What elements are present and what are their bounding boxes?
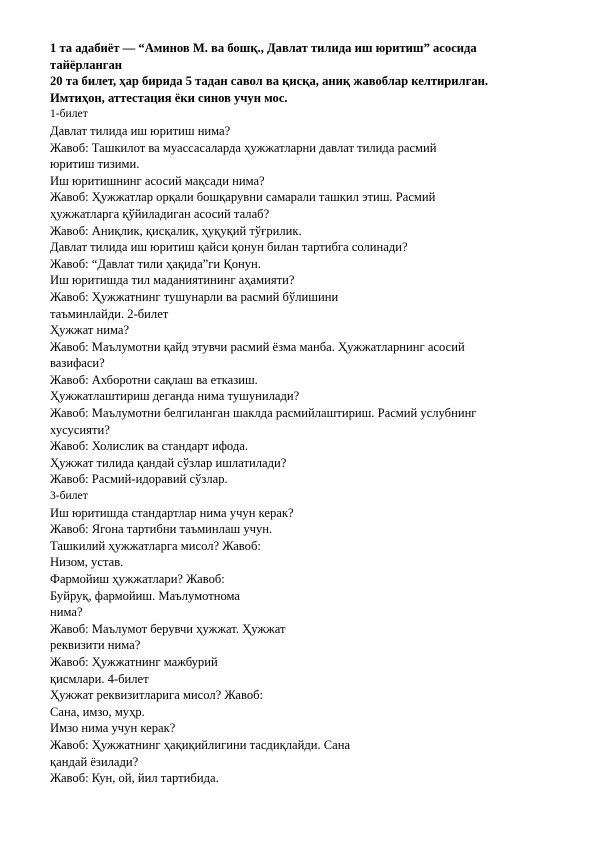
answer-line: Жавоб: Маълумот берувчи ҳужжат. Ҳужжат [50, 621, 286, 636]
answer-line: Жавоб: Маълумотни қайд этувчи расмий ёзма манба. Ҳужжатларнинг асосий [50, 339, 465, 354]
question-line: қандай ёзилади? [50, 754, 139, 769]
question-line: Имзо нима учун керак? [50, 721, 176, 736]
answer-line: Жавоб: Аниқлик, қисқалик, ҳуқуқий тўғрилик. [50, 223, 302, 238]
question-line: Ҳужжат нима? [50, 323, 130, 338]
document-body [50, 106, 570, 786]
heading-line: 20 та билет, ҳар бирида 5 тадан савол ва қисқа, аниқ жавоблар келтирилган. [50, 74, 489, 89]
document-page [50, 40, 570, 787]
question-line: Иш юритишда стандартлар нима учун керак? [50, 505, 294, 520]
heading-line: 1 та адабиёт — “Аминов М. ва бошқ., Давлат тилида иш юритиш” асосида [50, 41, 477, 55]
answer-line: Низом, устав. [50, 555, 124, 570]
answer-line: Буйруқ, фармойиш. Маълумотнома [50, 588, 240, 603]
question-line: Давлат тилида иш юритиш қайси қонун билан тартибга солинади? [50, 240, 408, 255]
document-heading [50, 40, 570, 106]
heading-line: Имтиҳон, аттестация ёки синов учун мос. [50, 90, 288, 105]
question-line: хусусияти? [50, 422, 110, 437]
answer-line: Сана, имзо, муҳр. [50, 704, 145, 719]
answer-line: Жавоб: Ахборотни сақлаш ва етказиш. [50, 372, 258, 387]
question-line: Фармойиш ҳужжатлари? Жавоб: [50, 572, 225, 586]
answer-line: Жавоб: Ташкилот ва муассасаларда ҳужжатларни давлат тилида расмий [50, 140, 437, 155]
question-line: реквизити нима? [50, 638, 141, 653]
answer-line: Жавоб: Маълумотни белгиланган шаклда расмийлаштириш. Расмий услубнинг [50, 406, 477, 421]
answer-line: Жавоб: Ягона тартибни таъминлаш учун. [50, 522, 273, 537]
answer-line: Жавоб: Ҳужжатнинг ҳақиқийлигини тасдиқлайди. Сана [50, 737, 351, 752]
answer-line: Жавоб: Холислик ва стандарт ифода. [50, 439, 248, 454]
question-line: Ҳужжат тилида қандай сўзлар ишлатилади? [50, 455, 287, 470]
answer-line: Жавоб: Расмий-идоравий сўзлар. [50, 472, 228, 487]
question-line: Ташкилий ҳужжатларга мисол? Жавоб: [50, 538, 261, 553]
question-line: нима? [50, 605, 83, 620]
answer-line: Жавоб: “Давлат тили ҳақида”ги Қонун. [50, 256, 261, 271]
answer-line: Жавоб: Кун, ой, йил тартибида. [50, 771, 219, 786]
question-line: Ҳужжат реквизитларига мисол? Жавоб: [50, 688, 264, 703]
answer-line: қисмлари. 4-билет [50, 671, 149, 686]
question-line: Иш юритишда тил маданиятининг аҳамияти? [50, 273, 295, 288]
heading-line: тайёрланган [50, 57, 123, 72]
answer-line: Жавоб: Ҳужжатнинг мажбурий [50, 654, 218, 669]
ticket-title: 1-билет [50, 107, 88, 121]
question-line: Ҳужжатлаштириш деганда нима тушунилади? [50, 389, 300, 404]
question-line: Иш юритишнинг асосий мақсади нима? [50, 173, 265, 188]
answer-line: юритиш тизими. [50, 157, 140, 172]
answer-line: Жавоб: Ҳужжатнинг тушунарли ва расмий бўлишини [50, 289, 339, 304]
question-line: вазифаси? [50, 356, 105, 371]
answer-line: таъминлайди. 2-билет [50, 306, 169, 321]
ticket-title: 3-билет [50, 489, 88, 503]
question-line: Давлат тилида иш юритиш нима? [50, 123, 231, 138]
answer-line: Жавоб: Ҳужжатлар орқали бошқарувни самарали ташкил этиш. Расмий [50, 190, 436, 205]
question-line: ҳужжатларга қўйиладиган асосий талаб? [50, 206, 270, 221]
